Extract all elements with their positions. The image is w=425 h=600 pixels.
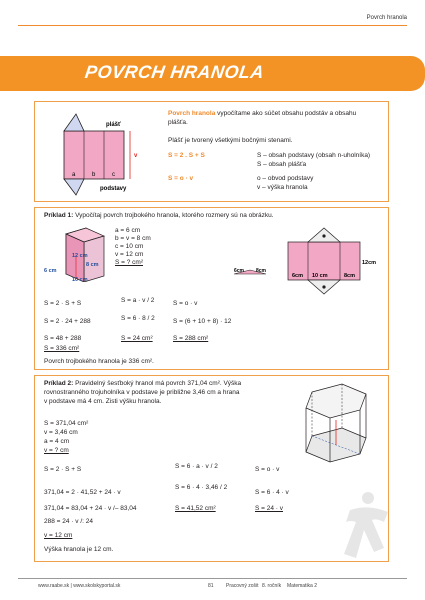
svg-text:6 cm: 6 cm xyxy=(44,268,57,274)
label-c: c xyxy=(112,172,115,178)
triangular-prism-figure xyxy=(42,226,110,282)
surface-formula: S = 2 . S + S xyxy=(168,152,205,159)
mantle-definition: Plášť je tvorený všetkými bočnými stenami. xyxy=(168,137,293,144)
example1-answer: Povrch trojbokého hranola je 336 cm². xyxy=(44,358,154,365)
svg-text:8 cm: 8 cm xyxy=(86,262,99,268)
mantle-formula: S = o · v xyxy=(168,175,194,182)
svg-text:6cm: 6cm xyxy=(234,268,245,274)
footer-page-number: 81 xyxy=(208,583,214,589)
footer-websites: www.raabe.sk | www.skolskyportal.sk xyxy=(38,583,121,589)
watermark-figure xyxy=(332,488,402,570)
example2-answer: Výška hranola je 12 cm. xyxy=(44,546,114,553)
footer-subject: Matematika 2 xyxy=(287,583,318,589)
svg-text:12cm: 12cm xyxy=(362,260,377,266)
footer-rule xyxy=(18,578,407,579)
label-podstavy: podstavy xyxy=(100,186,127,192)
prism-net-figure xyxy=(40,106,160,198)
svg-text:6cm: 6cm xyxy=(292,273,304,279)
svg-text:10 cm: 10 cm xyxy=(312,273,328,279)
label-v: v xyxy=(134,153,138,159)
hexagonal-prism-figure xyxy=(296,380,376,464)
label-plast: plášť xyxy=(106,122,121,128)
legend-mantle-area: S – obsah plášťa xyxy=(257,161,307,168)
intro-line-2: plášťa. xyxy=(168,119,188,126)
page-title: POVRCH HRANOLA xyxy=(83,62,266,82)
prism-net-example1 xyxy=(232,222,382,302)
example1-task: Príklad 1: Vypočítaj povrch trojbokého hranola, ktorého rozmery sú na obrázku. xyxy=(44,212,274,219)
legend-perimeter: o – obvod podstavy xyxy=(257,175,314,182)
label-a: a xyxy=(72,172,76,178)
header-rule xyxy=(18,25,407,26)
svg-text:12 cm: 12 cm xyxy=(72,253,88,259)
net-top-base xyxy=(64,114,84,131)
svg-text:8cm: 8cm xyxy=(256,268,267,274)
net-bottom-base xyxy=(64,179,84,195)
intro-line-1: Povrch hranola vypočítame ako súčet obsahu podstáv a obsahu xyxy=(168,110,357,117)
footer-book: Pracovný zošit xyxy=(226,583,259,589)
legend-height: v – výška hranola xyxy=(257,184,308,191)
running-header: Povrch hranola xyxy=(366,15,407,21)
footer-grade: 8. ročník xyxy=(262,583,282,589)
label-b: b xyxy=(92,172,96,178)
legend-base-area: S – obsah podstavy (obsah n-uholníka) xyxy=(257,152,371,159)
svg-text:10 cm: 10 cm xyxy=(72,277,88,282)
svg-text:8cm: 8cm xyxy=(344,273,356,279)
